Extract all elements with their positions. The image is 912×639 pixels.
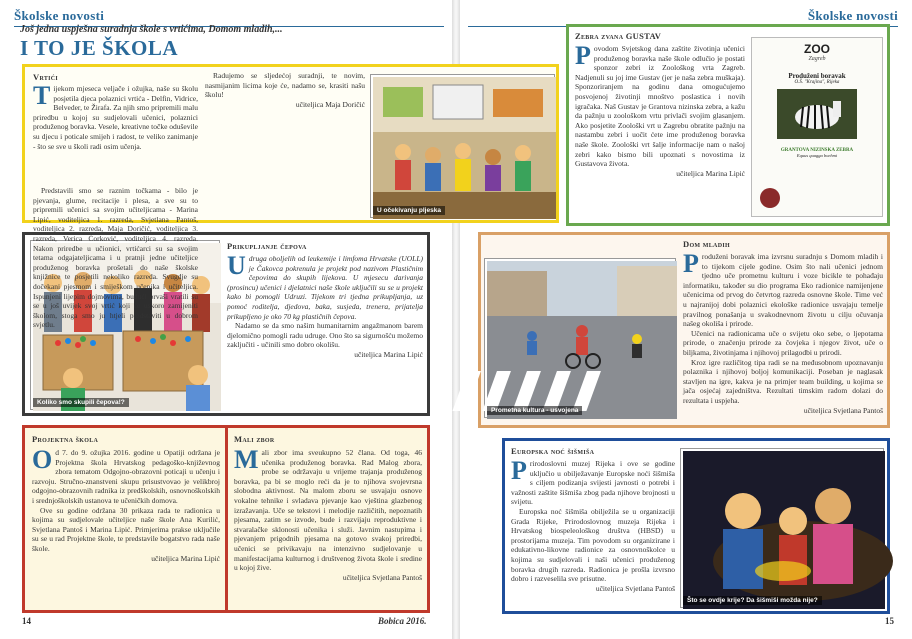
projektna-box (22, 425, 228, 613)
projektna-title: Projektna škola (32, 434, 99, 444)
zbor-paragraph-1: ali zbor ima sveukupno 52 člana. Od toga, 46 učenika produženog boravka. Rad Malog zbora, probe se održavaju u vrijeme trajanja produženog boravka, pa bi se moglo reći da je to njihova svojevrsna slobodna aktivnost. Na malom zboru se usvajaju osnove vokalne tehnike i svladava pjevanje kao vještina glazbenog izražavanja. Uče se tekstovi i melodije različitih, nepoznatih pjesama, zatim se izvode, bude i razvijaju reproduktivne i stvaralačke sklonosti učenika i služi. Javnim nastupima i pjevanjem prigodnih pjesama na gotovo svakoj priredbi, učenici se privikavaju na intenzivno sudjelovanje u manifestacijama kulturnog i društvenog života škole i sredine u kojoj žive. (234, 448, 422, 573)
noc-photo (681, 449, 883, 607)
page-number: 15 (885, 616, 894, 626)
vrtici-photo (371, 75, 554, 217)
dom-photo (485, 259, 675, 417)
noc-paragraph-2: Europska noć šišmiša obilježila se u organizaciji Grada Rijeke, Prirodoslovnog muzeja Rijeka i Hrvatskog biospeleološkog društva (HBSD) u prostorijama muzeja. Tim povodom su organizirane i edukativno-likovne radionice za osnovnoškolce u kojima su sudjelovali i naši učenici produženog boravka drugih razreda. Radionica je prošla izvrsno dobro i razveselila sve prisutne. (511, 506, 675, 584)
animal-name: GRANTOVA NIZINSKA ZEBRA (780, 148, 854, 153)
dropcap: U (227, 251, 246, 280)
dropcap: O (32, 445, 53, 474)
vrtici-text-col1b (33, 186, 198, 330)
projektna-paragraph-1: d 7. do 9. ožujka 2016. godine u Opatiji održana je Projektna škola Hrvatskog pedagoško-književnog zbora tematom Odgojno-obrazovni poticaji u učenju i razvoju. Stručno-znanstveni skupu prisustvovao je velikbroj odgojno-obrazovnih radnika iz predškolskih, osnovnoškolskih i srednjoškolskih ustanova te učeničkih domova. (32, 448, 220, 505)
signature: učiteljica Marina Lipić (151, 553, 220, 563)
left-page (0, 0, 452, 639)
certificate-heading: Produženi boravak (788, 72, 846, 80)
dropcap: P (683, 249, 699, 278)
photo-caption: Koliko smo skupili čepova!? (33, 398, 129, 407)
bicycle-traffic-image (487, 261, 677, 419)
noc-title: Europska noć šišmiša (511, 446, 595, 456)
cepovi-paragraph-1: druga oboljelih od leukemije i limfoma Hrvatske (UOLL) je Čakovca pokrenula je projekt pod nazivom Plastičnim čepovima do skupih lijekova. U mjesecu darivanja (prosincu) učenici i djelatnici naše škole uključili su se u projekt kako bi pomogli Udruzi. Tijekom tri tjedna prikupljanja, uz pomoć roditelja, djedova, baka, susjeda, trenera, prijatelja prikupljeno je oko 70 kg plastičnih čepova. (227, 254, 423, 321)
vrtici-paragraph-1: ijekom mjeseca veljače i ožujka, naše su školu posjetila djeca polaznici vrtića - Delfin, Vidrice, Belveder, te Žirafa. Za njih smo pripremili malu priredbu u kojoj su sudjelovali učenici, polaznici produženog boravka. Vesele, kreativne točke oduševile su djecu i poticale smijeh i radost, te veliko zanimanje - što se sve u školi radi osim učenja. (33, 84, 199, 151)
dom-text (683, 249, 883, 415)
photo-caption: Prometna kultura - usvojena (487, 406, 582, 415)
animal-latin: Equus quagga boehmi (796, 153, 838, 158)
dom-paragraph-1: roduženi boravak ima izvrsnu suradnju s Domom mladih i to tijekom cijele godine. Osim što nali učenici jednom tjedno uče prometnu kulturu i voze bicikle te pohađaju informatiku, također su dio programa Eko radionice namijenjene učenicima od prvog do četvrtog razreda osnovne škole. Time već u najranijoj dobi polaznici ekološke radionice usvajaju temelje pravilnog ponašanja u svakodnevnom životu u cilju očuvanja našeg okoliša i prirode. (683, 252, 883, 329)
photo-caption: U očekivanju pljeska (373, 206, 445, 215)
photo-caption: Što se ovdje krije? Da šišmiši možda nije? (683, 596, 822, 605)
noc-box (502, 438, 890, 614)
signature: učiteljica Svjetlana Pantoš (595, 583, 675, 593)
kicker: Još jedna uspješna suradnja škole s vrtićima, Domom mladih,... (20, 24, 283, 35)
certificate-sub: O.Š. "Krajina", Rijeka (794, 80, 840, 85)
cepovi-text (227, 251, 424, 360)
zebra-paragraph-1: ovodom Svjetskog dana zaštite životinja učenici produženog boravka naše škole odlučio je postati sponzor zebri iz Zoološkog vrta Zagreb. Nadjenuli su joj ime Gustav (jer je naša zebra muškaja). Sponzoriranjem na godinu dana omogućujemo posvojenoj životinji mnoštvo poslastica i novih igračaka. Naš Gustav je Grantova nizinska zebra, a kažu da pažnju u zoološkom vrtu privlači svojim glasanjem. Ako posjetite Zoološki vrt u Zagrebu obratite pažnju na nastambu zebri i uočit ćete ime produženog boravka naše škole. Zoološki vrt šalje informacije nam o našoj zebri kako bismo bili upoznati s novostima iz Gustavova života. (575, 44, 745, 169)
zebra-box (566, 24, 890, 226)
projektna-paragraph-2: Ove su godine održana 30 prikaza rada te radionica u kojima su sudjelovale učiteljice naše škole Ana Kurilić, Svjetlana Pantoš i Marina Lipić. Primjerima prakse uključile su se u rad Projektne škole, te predstavile bogatstvo rada naše škole. (32, 505, 220, 553)
zebra-title: Zebra zvana GUSTAV (575, 31, 662, 41)
zebra-text (575, 41, 745, 178)
magazine-name: Bobica 2016. (378, 616, 427, 626)
zbor-title: Mali zbor (234, 434, 275, 444)
dom-box (478, 232, 890, 428)
noc-text (511, 456, 675, 593)
zoo-logo-sub: Zagreb (808, 56, 826, 62)
zoo-logo: ZOO (804, 42, 830, 56)
vrtici-title: Vrtići (33, 72, 59, 82)
bat-workshop-image (683, 451, 885, 609)
dropcap: T (33, 81, 51, 110)
seal-icon (760, 188, 780, 208)
signature: učiteljica Marina Lipić (354, 349, 423, 359)
dom-paragraph-2: Učenici na radionicama uče o svijetu oko sebe, o ljepotama prirode, o značenju prirode za čovjeka i njegov život, uče o biljkama, životinjama i njihovoj prilagodbi u prirodi. (683, 328, 883, 357)
dom-paragraph-3: Kroz igre različitog tipa radi se na međusobnom upoznavanju polaznika i njihovoj boljoj komunikaciji. Poseban je naglasak stavljen na igre, kakva je na primjer team building, u kojima se jača osjećaj zajedništva. Rezultati timskim radom dolazi do rezultata i uspjeha. (683, 357, 883, 405)
zoo-certificate (751, 37, 883, 217)
zbor-text (234, 445, 422, 582)
vrtici-text-col1 (33, 81, 199, 151)
classroom-performance-image (373, 77, 556, 219)
page-number: 14 (22, 616, 31, 626)
dropcap: P (511, 456, 527, 485)
zebra-image (777, 89, 857, 139)
vrtici-paragraph-2: Predstavili smo se raznim točkama - bilo je pjevanja, glume, recitacije i plesa, a sve su to pripremili učenici sa svojim učiteljicama - Marina Lipić, voditeljica 1. razreda, Svjetlana Pantoš, voditeljica 2. razreda, Maja Doričić, voditeljica 3. razreda, Verica Ćorković, voditeljica 4. razreda. Nakon priredbe u učionici, vrtićarci su sa svojim tetama odgajateljicama i u pratnji jedne učiteljice produženog boravka prošetali do naše školske knjižnice te posjetili nekoliko razreda. Svugdje su dočekani pjesmom i smiješkom učenika i učiteljica. Ispunjeni lijepim dojmovima, budući prvaši vratili su se u još uvijek svoj vrtić koji će uskoro zamijeniti školom, stoga smo ju htjeli predstaviti u dobrom svjetlu. (33, 186, 198, 330)
vrtici-paragraph-3: Radujemo se sljedećoj suradnji, te novim, nasmijanim licima koje će, nadamo se, krasiti našu školu! (205, 71, 365, 100)
section-header: Školske novosti (807, 8, 898, 23)
signature: učiteljica Svjetlana Pantoš (342, 572, 422, 582)
signature: učiteljica Marina Lipić (676, 168, 745, 178)
dropcap: M (234, 445, 259, 474)
vrtici-text-col2 (205, 71, 365, 109)
signature: učiteljica Maja Doričić (295, 99, 365, 109)
dom-title: Dom mladih (683, 239, 730, 249)
noc-paragraph-1: rirodoslovni muzej Rijeka i ove se godine uključio u obilježavanje Europske noći šišmiša s ciljem podizanja svijesti javnosti o potrebi i važnosti zaštite šišmiša zbog pada njihove brojnosti u svijetu. (511, 459, 675, 507)
signature: učiteljica Svjetlana Pantoš (803, 405, 883, 415)
headline: I TO JE ŠKOLA (20, 36, 179, 60)
dropcap: P (575, 41, 591, 70)
section-header: Školske novosti (14, 8, 105, 23)
cepovi-title: Prikupljanje čepova (227, 241, 307, 251)
zbor-box (228, 425, 430, 613)
cepovi-paragraph-2: Nadamo se da smo našim humanitarnim angažmanom barem djelomično pomogli radu udruge. Ono što sa sigurnošću možemo zaključiti - učinili smo dobro okolišu. (227, 321, 424, 350)
projektna-text (32, 445, 220, 563)
